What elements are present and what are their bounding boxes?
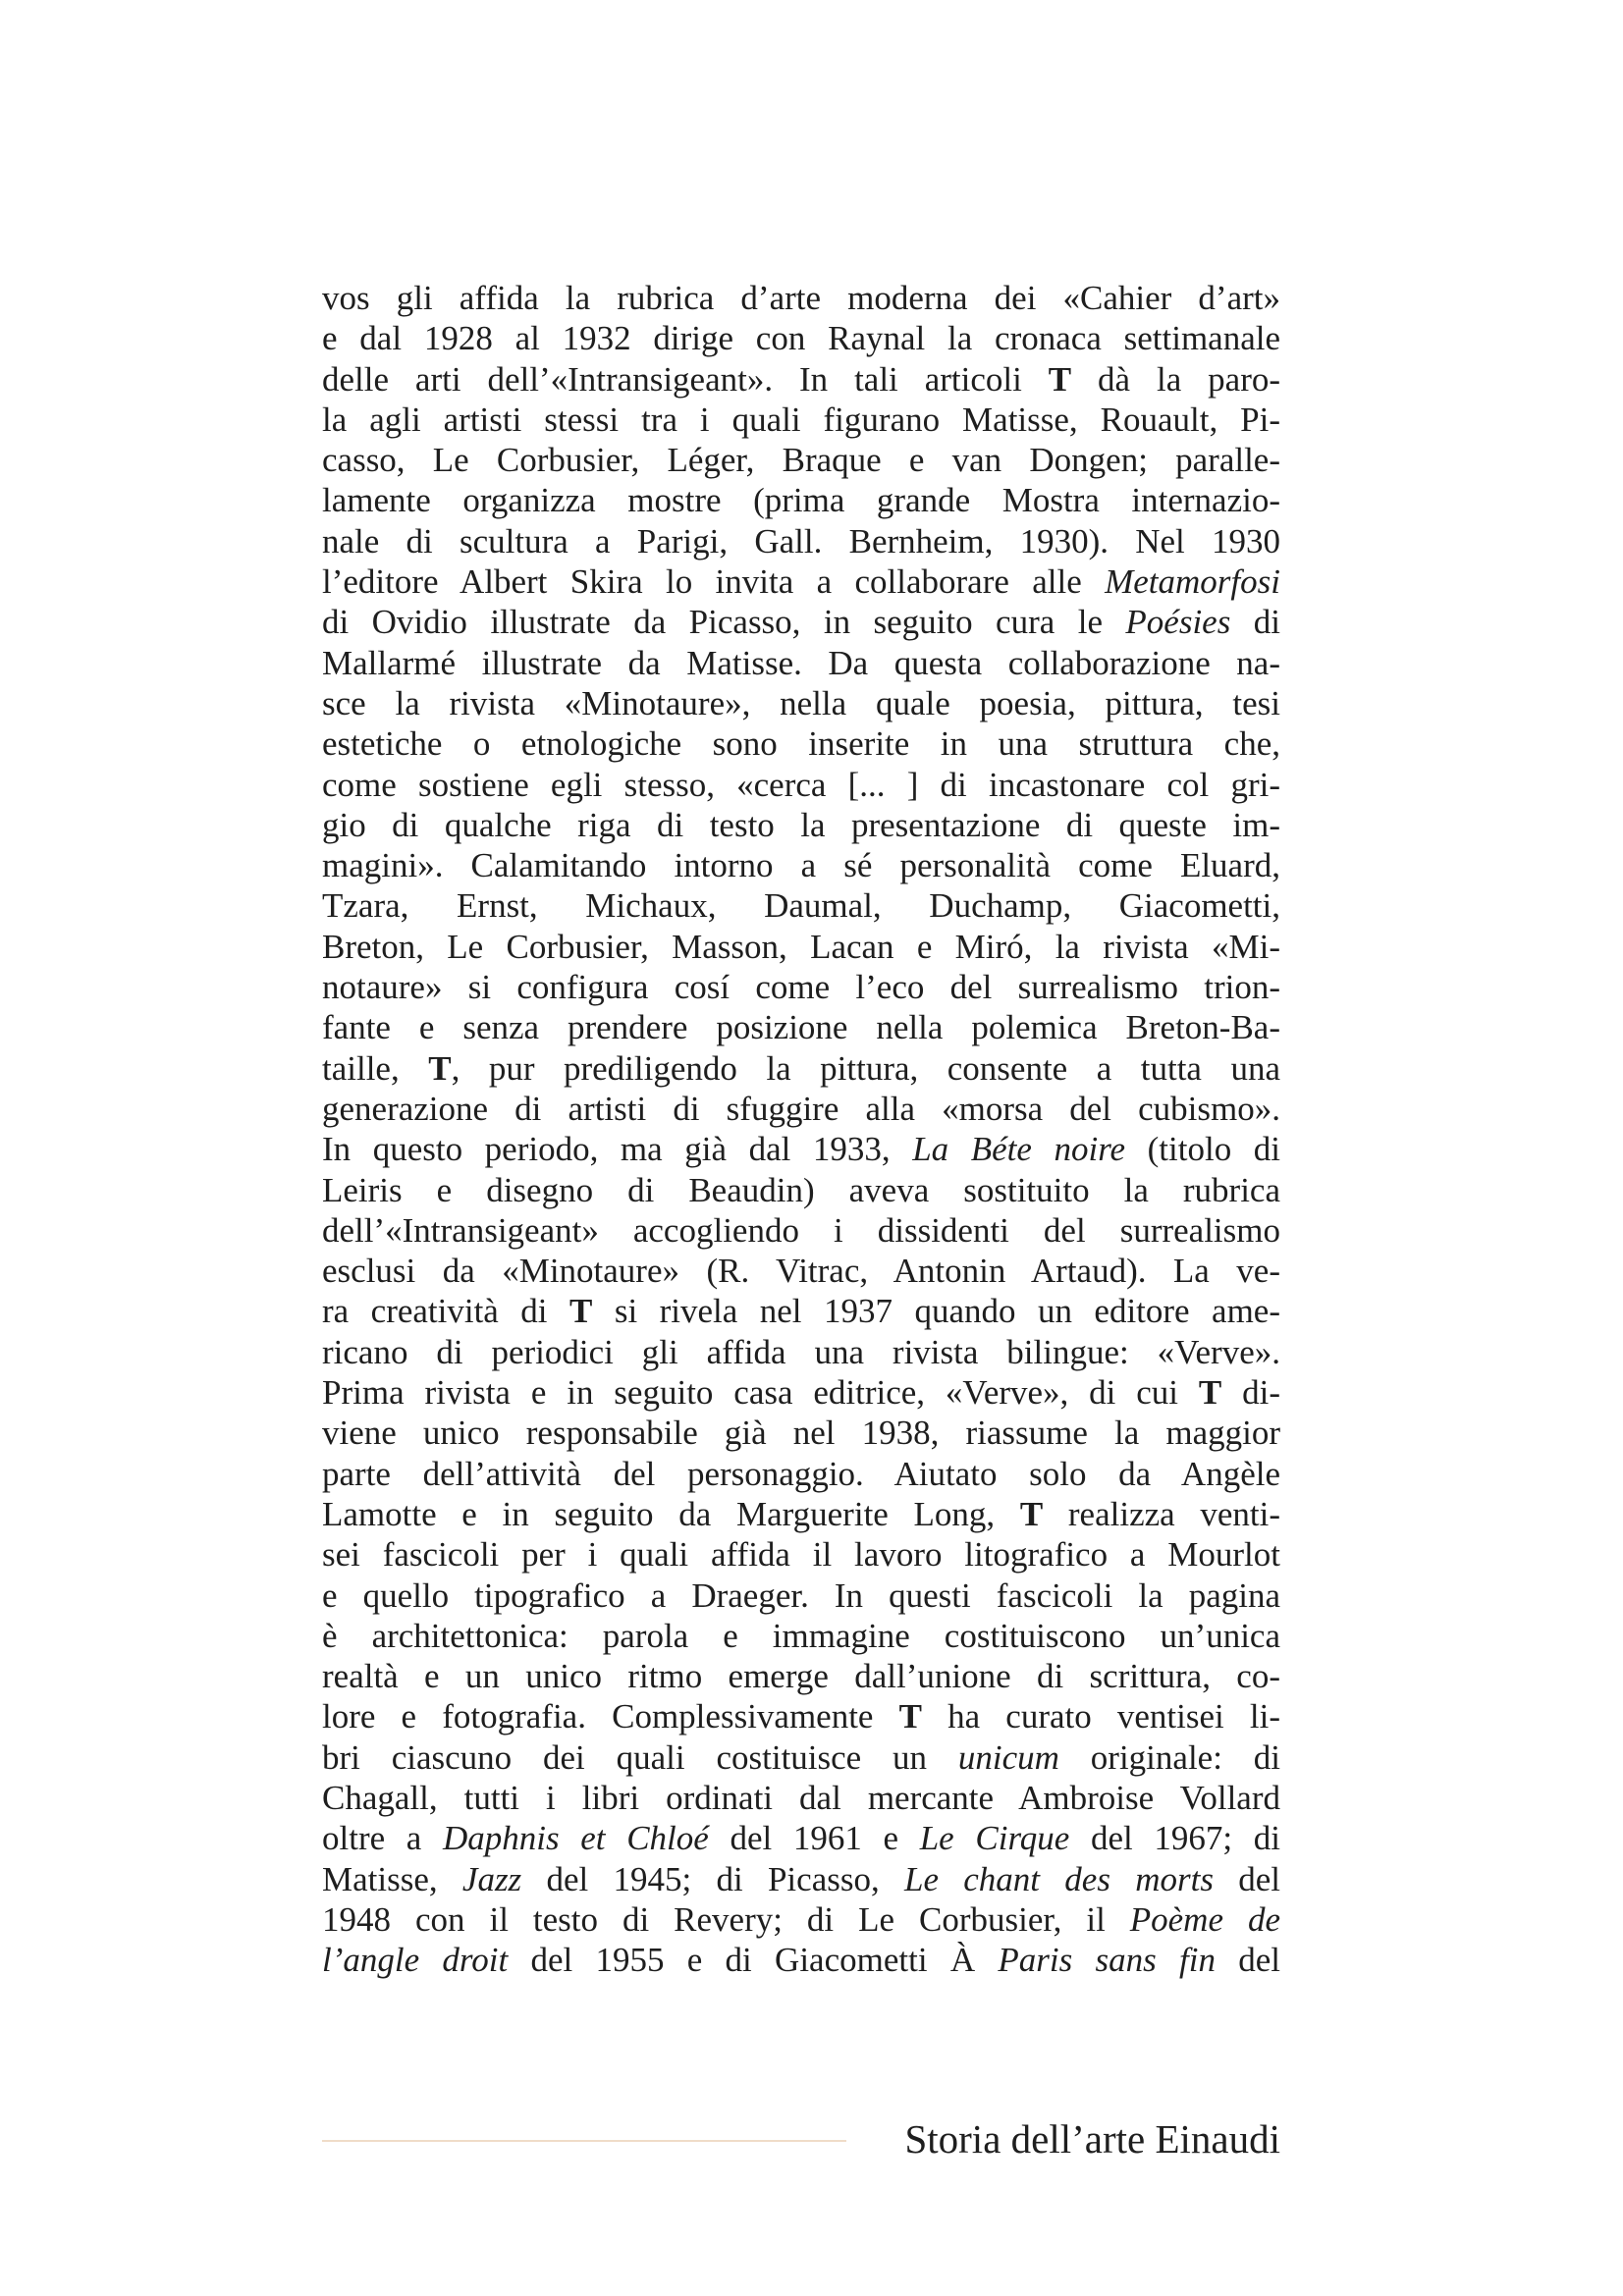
text-line <box>322 1616 1280 1656</box>
text-segment: l’editore Albert Skira lo invita a collaborare alle <box>322 562 1106 602</box>
text-line <box>322 723 1280 764</box>
text-segment: bri ciascuno dei quali costituisce un <box>322 1737 958 1777</box>
italic-title: Le chant des morts <box>904 1859 1214 1898</box>
bold-initial: T <box>898 1697 922 1736</box>
text-segment: esclusi da «Minotaure» (R. Vitrac, Antonin Artaud). La ve- <box>322 1252 1280 1291</box>
text-segment: parte dell’attività del personaggio. Aiutato solo da Angèle <box>322 1454 1280 1493</box>
text-segment: gio di qualche riga di testo la presentazione di queste im- <box>322 805 1280 844</box>
text-segment: viene unico responsabile già nel 1938, riassume la maggior <box>322 1414 1280 1453</box>
text-segment: ha curato ventisei li- <box>921 1697 1280 1736</box>
italic-title: Paris sans fin <box>998 1941 1216 1980</box>
text-segment: estetiche o etnologiche sono inserite in una struttura che, <box>322 724 1280 764</box>
text-line <box>322 278 1280 318</box>
text-segment: di <box>1230 603 1280 642</box>
text-segment: del <box>1215 1941 1280 1980</box>
italic-title: Jazz <box>461 1859 522 1898</box>
text-segment: Breton, Le Corbusier, Masson, Lacan e Miró, la rivista «Mi- <box>322 927 1280 966</box>
text-line <box>322 1129 1280 1169</box>
text-line <box>322 1048 1280 1089</box>
text-segment: nale di scultura a Parigi, Gall. Bernheim, 1930). Nel 1930 <box>322 521 1280 561</box>
text-line <box>322 927 1280 967</box>
text-line <box>322 1818 1280 1858</box>
footer-title: Storia dell’arte Einaudi <box>904 2116 1280 2162</box>
text-segment: e quello tipografico a Draeger. In questi fascicoli la pagina <box>322 1575 1280 1615</box>
text-line <box>322 805 1280 845</box>
text-segment: lamente organizza mostre (prima grande Mostra internazio- <box>322 481 1280 520</box>
text-line <box>322 1534 1280 1575</box>
text-segment: di Ovidio illustrate da Picasso, in seguito cura le <box>322 603 1126 642</box>
text-line <box>322 1210 1280 1251</box>
text-line <box>322 1413 1280 1453</box>
text-line <box>322 1899 1280 1940</box>
bold-initial: T <box>1019 1494 1044 1533</box>
text-segment: vos gli affida la rubrica d’arte moderna dei «Cahier d’art» <box>322 279 1280 317</box>
text-line <box>322 1291 1280 1331</box>
text-segment: originale: di <box>1058 1737 1280 1777</box>
text-line <box>322 765 1280 805</box>
italic-title: La Béte noire <box>912 1130 1126 1169</box>
text-segment: di- <box>1221 1373 1280 1413</box>
text-line <box>322 1332 1280 1372</box>
text-line <box>322 1940 1280 1980</box>
text-segment: del 1967; di <box>1069 1819 1280 1858</box>
text-segment: In questo periodo, ma già dal 1933, <box>322 1130 913 1169</box>
text-line <box>322 602 1280 642</box>
text-segment: sei fascicoli per i quali affida il lavoro litografico a Mourlot <box>322 1535 1280 1575</box>
text-line <box>322 400 1280 440</box>
text-segment: del 1961 e <box>708 1819 920 1858</box>
italic-title: Le Cirque <box>919 1819 1070 1858</box>
text-line <box>322 521 1280 561</box>
text-segment: dà la paro- <box>1071 359 1280 399</box>
text-segment: realtà e un unico ritmo emerge dall’unione di scrittura, co- <box>322 1657 1280 1696</box>
text-segment: Lamotte e in seguito da Marguerite Long, <box>322 1494 1020 1533</box>
text-segment: del 1945; di Picasso, <box>521 1859 904 1898</box>
text-line <box>322 845 1280 885</box>
text-line <box>322 1778 1280 1818</box>
italic-title: Daphnis et Chloé <box>443 1819 709 1858</box>
text-line <box>322 683 1280 723</box>
text-segment: Prima rivista e in seguito casa editrice, «Verve», di cui <box>322 1373 1199 1413</box>
text-line <box>322 1372 1280 1413</box>
text-line <box>322 967 1280 1007</box>
italic-title: l’angle droit <box>322 1941 509 1980</box>
text-segment: la agli artisti stessi tra i quali figurano Matisse, Rouault, Pi- <box>322 400 1280 439</box>
text-segment: sce la rivista «Minotaure», nella quale poesia, pittura, tesi <box>322 683 1280 722</box>
italic-title: Poésies <box>1125 603 1231 642</box>
text-segment: fante e senza prendere posizione nella polemica Breton-Ba- <box>322 1008 1280 1047</box>
text-line <box>322 1737 1280 1778</box>
text-line <box>322 1859 1280 1899</box>
text-segment: generazione di artisti di sfuggire alla «morsa del cubismo». <box>322 1089 1280 1128</box>
text-segment: , pur prediligendo la pittura, consente a tutta una <box>451 1048 1280 1088</box>
text-segment: taille, <box>322 1048 429 1088</box>
text-segment: delle arti dell’«Intransigeant». In tali articoli <box>322 359 1049 399</box>
italic-title: Poème de <box>1129 1899 1280 1939</box>
text-segment: Leiris e disegno di Beaudin) aveva sostituito la rubrica <box>322 1170 1280 1209</box>
text-segment: Chagall, tutti i libri ordinati dal mercante Ambroise Vollard <box>322 1778 1280 1817</box>
text-line <box>322 1170 1280 1210</box>
text-segment: casso, Le Corbusier, Léger, Braque e van Dongen; paralle- <box>322 441 1280 480</box>
text-segment: Mallarmé illustrate da Matisse. Da questa collaborazione na- <box>322 643 1280 682</box>
text-segment: dell’«Intransigeant» accogliendo i dissidenti del surrealismo <box>322 1210 1280 1250</box>
italic-title: Metamorfosi <box>1105 562 1280 602</box>
text-segment: si rivela nel 1937 quando un editore ame- <box>592 1292 1280 1331</box>
text-segment: 1948 con il testo di Revery; di Le Corbusier, il <box>322 1899 1130 1939</box>
text-segment: ra creatività di <box>322 1292 569 1331</box>
text-line <box>322 1089 1280 1129</box>
text-line <box>322 359 1280 400</box>
text-line <box>322 318 1280 358</box>
text-line <box>322 1251 1280 1291</box>
text-line <box>322 1656 1280 1696</box>
text-line <box>322 1007 1280 1047</box>
text-line <box>322 1454 1280 1494</box>
italic-title: unicum <box>957 1737 1059 1777</box>
text-line <box>322 480 1280 520</box>
bold-initial: T <box>569 1292 593 1331</box>
text-segment: del 1955 e di Giacometti À <box>508 1941 999 1980</box>
bold-initial: T <box>428 1048 452 1088</box>
text-line <box>322 1696 1280 1736</box>
text-segment: del <box>1213 1859 1280 1898</box>
text-segment: magini». Calamitando intorno a sé personalità come Eluard, <box>322 846 1280 885</box>
text-line <box>322 1575 1280 1616</box>
body-text <box>322 278 1280 1980</box>
text-segment: notaure» si configura cosí come l’eco del surrealismo trion- <box>322 968 1280 1007</box>
text-segment: ricano di periodici gli affida una rivista bilingue: «Verve». <box>322 1332 1280 1371</box>
text-segment: è architettonica: parola e immagine costituiscono un’unica <box>322 1616 1280 1655</box>
text-line <box>322 1494 1280 1534</box>
text-segment: Matisse, <box>322 1859 462 1898</box>
footer-rule <box>322 2140 846 2142</box>
text-line <box>322 561 1280 602</box>
text-segment: Tzara, Ernst, Michaux, Daumal, Duchamp, Giacometti, <box>322 886 1280 926</box>
text-segment: lore e fotografia. Complessivamente <box>322 1697 899 1736</box>
text-segment: e dal 1928 al 1932 dirige con Raynal la cronaca settimanale <box>322 319 1280 358</box>
text-segment: realizza venti- <box>1043 1494 1281 1533</box>
text-segment: oltre a <box>322 1819 443 1858</box>
text-segment: (titolo di <box>1125 1130 1280 1169</box>
text-line <box>322 885 1280 926</box>
text-segment: come sostiene egli stesso, «cerca [... ] di incastonare col gri- <box>322 765 1280 804</box>
bold-initial: T <box>1198 1373 1222 1413</box>
text-line <box>322 440 1280 480</box>
text-line <box>322 643 1280 683</box>
bold-initial: T <box>1048 359 1072 399</box>
